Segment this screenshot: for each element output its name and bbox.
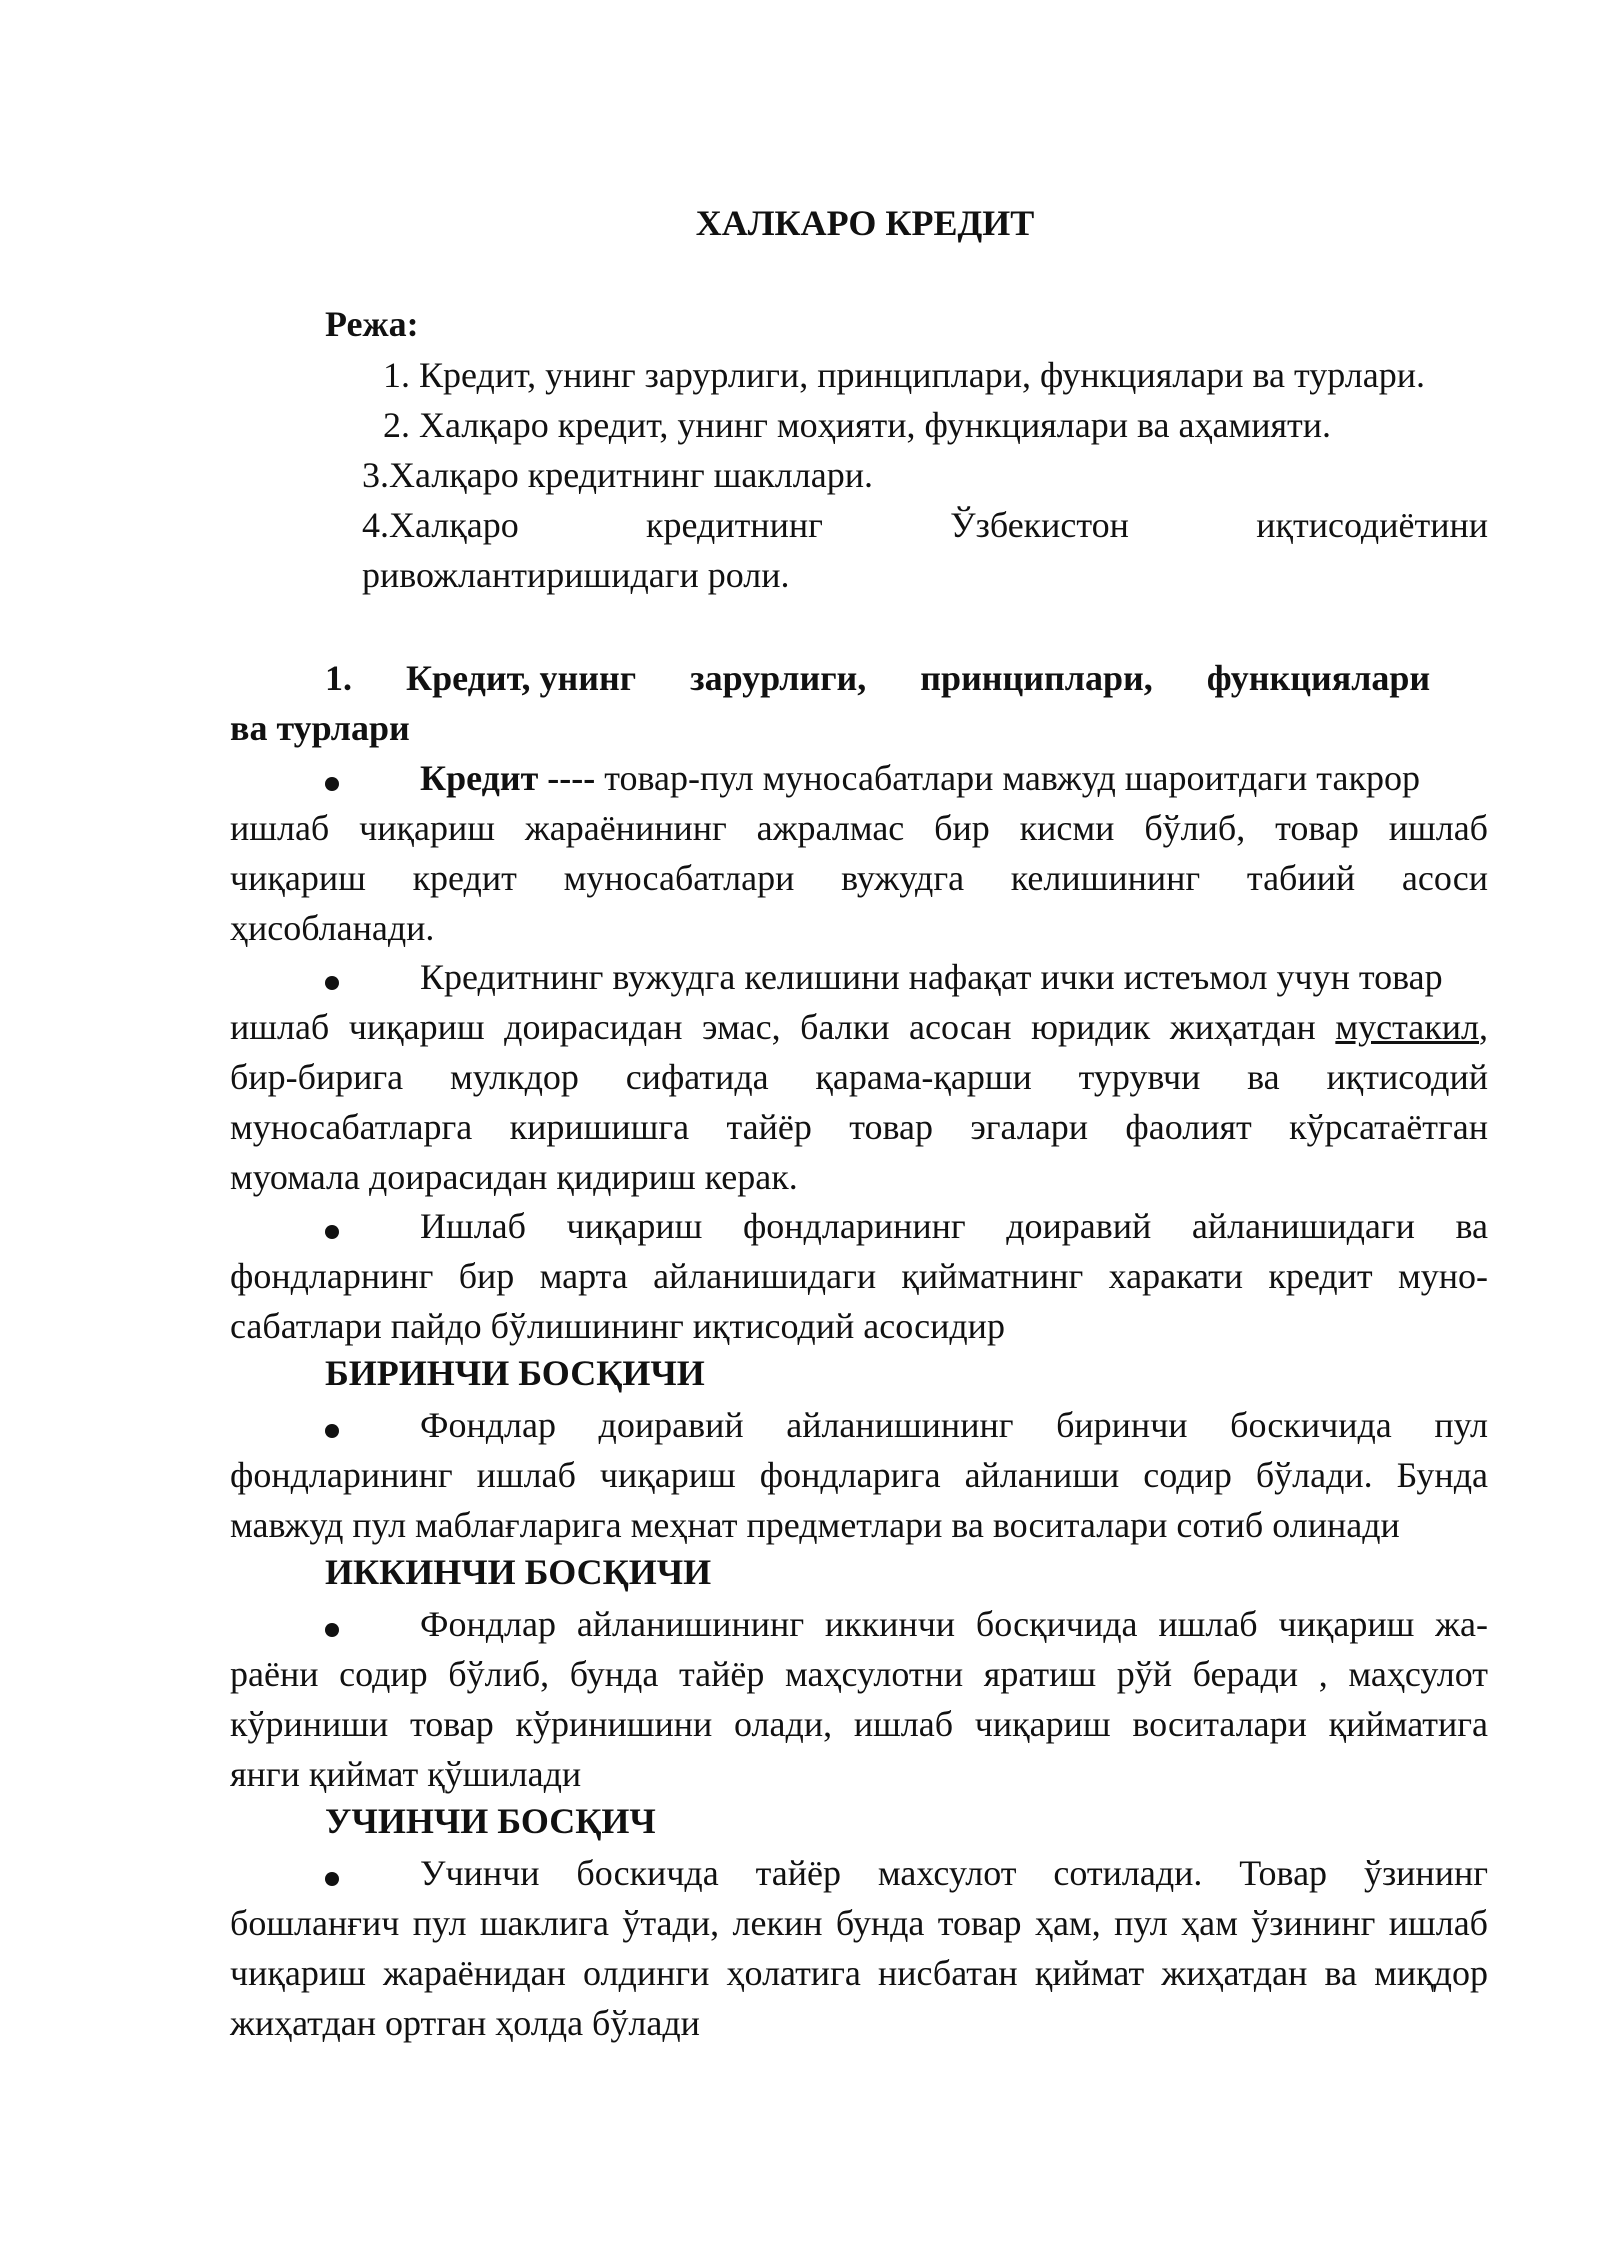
bullet-icon [325, 1424, 339, 1438]
para-2-line-4: муносабатларга киришишга тайёр товар эгалари фаолият кўрсатаётган [230, 1107, 1488, 1147]
stage-2-line-1: Фондлар айланишининг иккинчи босқичида ишлаб чиқариш жа- [420, 1604, 1488, 1644]
stage-2-heading: ИККИНЧИ БОСҚИЧИ [325, 1552, 712, 1592]
para-3-line-2: фондларнинг бир марта айланишидаги қийматнинг харакати кредит муно- [230, 1256, 1488, 1296]
underlined-word: мустакил [1335, 1007, 1479, 1047]
stage-1-heading: БИРИНЧИ БОСҚИЧИ [325, 1353, 705, 1393]
bullet-icon [325, 1225, 339, 1239]
stage-2-line-3: кўриниши товар кўринишини олади, ишлаб чиқариш воситалари қийматига [230, 1704, 1488, 1744]
plan-item-2: 2. Халқаро кредит, унинг моҳияти, функциялари ва аҳамияти. [383, 405, 1332, 445]
plan-label: Режа: [325, 304, 419, 344]
para-3-line-3: сабатлари пайдо бўлишининг иқтисодий асосидир [230, 1306, 1005, 1346]
plan-item-1: 1. Кредит, унинг зарурлиги, принциплари, функциялари ва турлари. [383, 355, 1425, 395]
stage-3-heading: УЧИНЧИ БОСҚИЧ [325, 1801, 656, 1841]
para-2-line-3: бир-бирига мулкдор сифатида қарама-қарши турувчи ва иқтисодий [230, 1057, 1488, 1097]
stage-1-line-3: мавжуд пул маблағларига меҳнат предметлари ва воситалари сотиб олинади [230, 1505, 1400, 1545]
bullet-icon [325, 1623, 339, 1637]
section-1-heading: 1. Кредит, унинг зарурлиги, принциплари, функциялари [325, 658, 1431, 698]
credit-term: Кредит ---- [420, 758, 596, 798]
para-1-line-3: чиқариш кредит муносабатлари вужудга келишининг табиий асоси [230, 858, 1488, 898]
para-2-line-5: муомала доирасидан қидириш керак. [230, 1157, 798, 1197]
stage-3-line-1: Учинчи боскичда тайёр махсулот сотилади. Товар ўзининг [420, 1853, 1488, 1893]
bullet-icon [325, 1872, 339, 1886]
bullet-icon [325, 976, 339, 990]
para-1-line-4: ҳисобланади. [230, 908, 435, 948]
stage-3-line-3: чиқариш жараёнидан олдинги ҳолатига нисбатан қиймат жиҳатдан ва миқдор [230, 1953, 1488, 1993]
para-1-line-2: ишлаб чиқариш жараёнининг ажралмас бир кисми бўлиб, товар ишлаб [230, 808, 1488, 848]
section-1-heading-cont: ва турлари [230, 708, 410, 748]
bullet-icon [325, 777, 339, 791]
plan-item-4: 4.Халқаро кредитнинг Ўзбекистон иқтисодиётини [362, 505, 1488, 545]
para-2-line-1: Кредитнинг вужудга келишини нафақат ички истеъмол учун товар [420, 957, 1443, 997]
stage-2-line-2: раёни содир бўлиб, бунда тайёр маҳсулотни яратиш рўй беради , маҳсулот [230, 1654, 1488, 1694]
stage-3-line-4: жиҳатдан ортган ҳолда бўлади [230, 2003, 700, 2043]
plan-item-3: 3.Халқаро кредитнинг шакллари. [362, 455, 873, 495]
stage-2-line-4: янги қиймат қўшилади [230, 1754, 582, 1794]
stage-3-line-2: бошланғич пул шаклига ўтади, лекин бунда товар ҳам, пул ҳам ўзининг ишлаб [230, 1903, 1488, 1943]
document-title: ХАЛКАРО КРЕДИТ [695, 203, 1035, 243]
stage-1-line-2: фондларининг ишлаб чиқариш фондларига айланиши содир бўлади. Бунда [230, 1455, 1488, 1495]
para-1-line-1: Кредит ---- товар-пул муносабатлари мавжуд шароитдаги такрор [420, 758, 1420, 798]
para-3-line-1: Ишлаб чиқариш фондларининг доиравий айланишидаги ва [420, 1206, 1488, 1246]
stage-1-line-1: Фондлар доиравий айланишининг биринчи боскичида пул [420, 1405, 1488, 1445]
plan-item-4-cont: ривожлантиришидаги роли. [362, 555, 790, 595]
para-2-line-2: ишлаб чиқариш доирасидан эмас, балки асосан юридик жиҳатдан мустакил, [230, 1007, 1488, 1047]
